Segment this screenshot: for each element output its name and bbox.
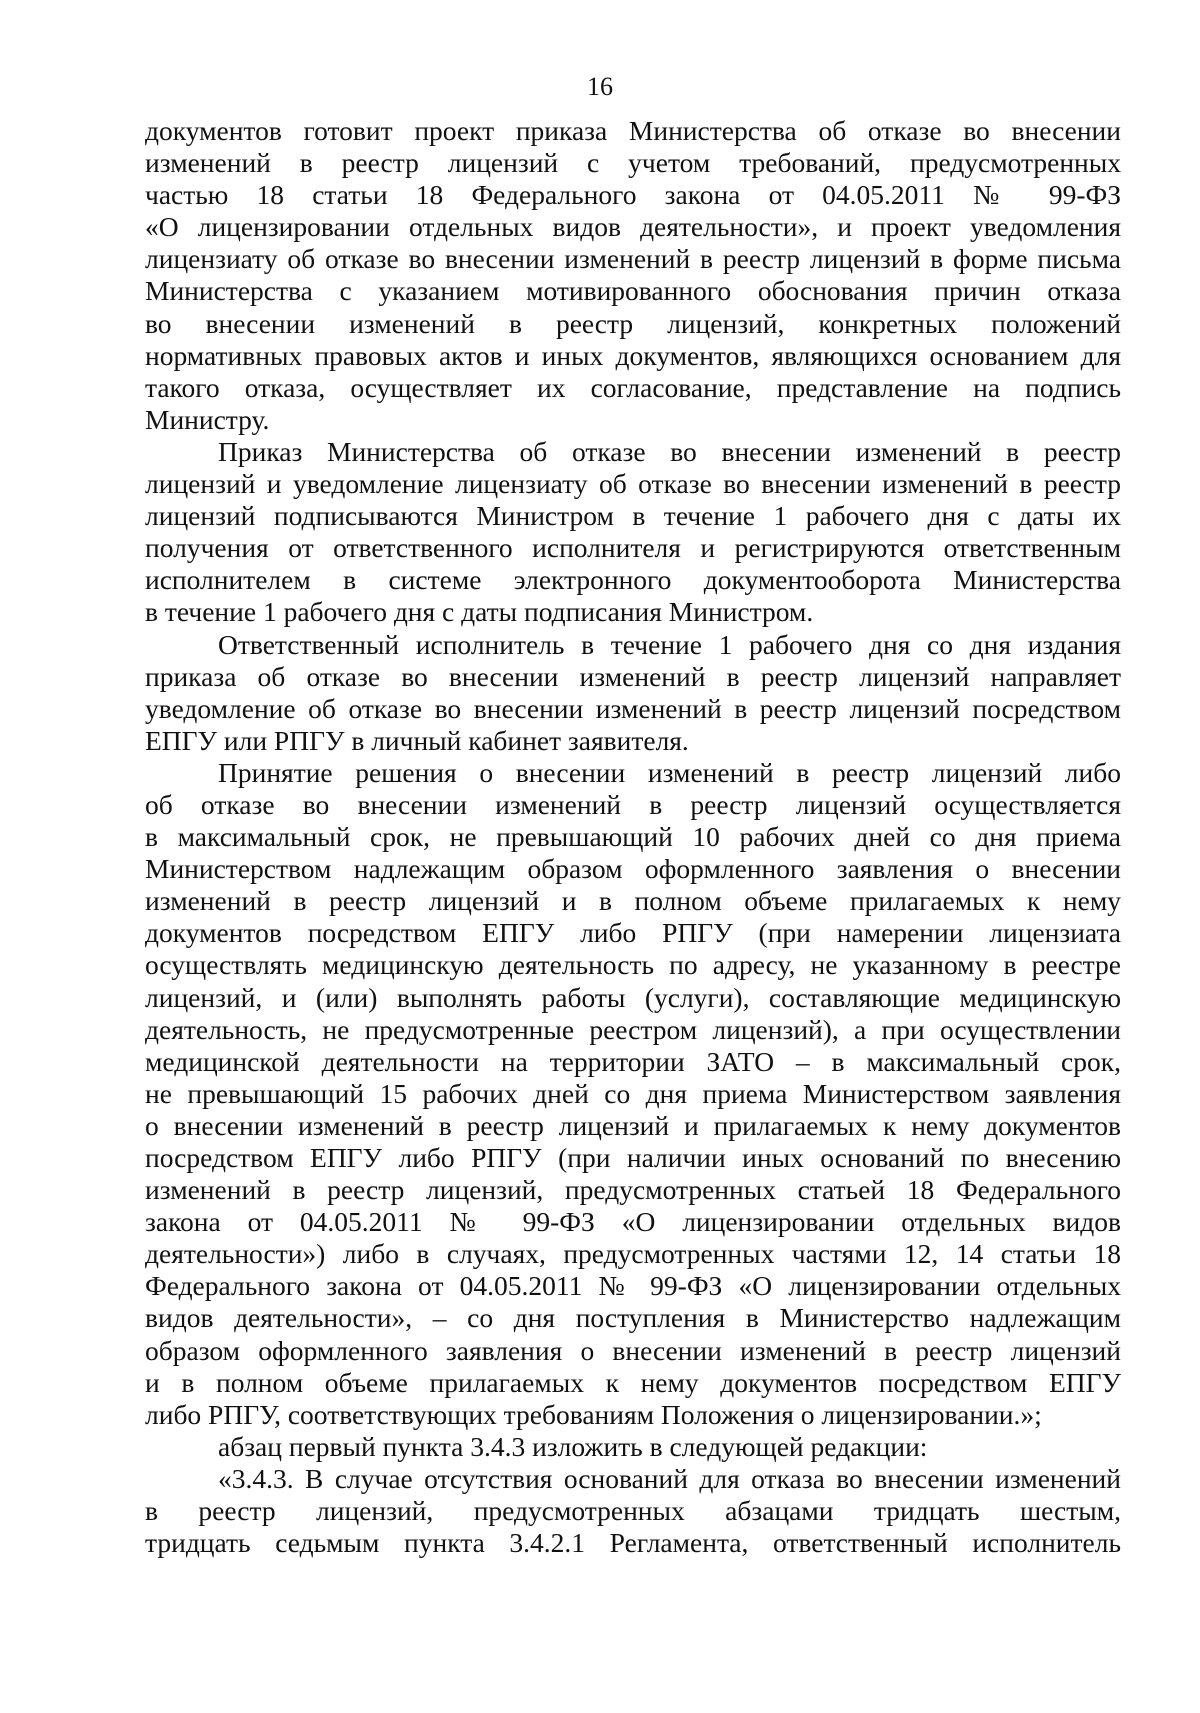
text-line: исполнителем в системе электронного документооборота Министерства xyxy=(145,564,1121,596)
text-line: закона от 04.05.2011 № 99-ФЗ «О лицензировании отдельных видов xyxy=(145,1206,1121,1238)
text-line: о внесении изменений в реестр лицензий и прилагаемых к нему документов xyxy=(145,1109,1121,1141)
text-line: в течение 1 рабочего дня с даты подписания Министром. xyxy=(145,596,814,628)
text-line: образом оформленного заявления о внесении изменений в реестр лицензий xyxy=(145,1334,1121,1366)
text-line: Ответственный исполнитель в течение 1 рабочего дня со дня издания xyxy=(218,628,1121,660)
page-number: 16 xyxy=(587,72,613,101)
text-line: посредством ЕПГУ либо РПГУ (при наличии иных оснований по внесению xyxy=(145,1142,1121,1173)
text-line: видов деятельности», – со дня поступления в Министерство надлежащим xyxy=(145,1302,1121,1334)
text-line: Приказ Министерства об отказе во внесении изменений в реестр xyxy=(218,435,1121,467)
text-line: приказа об отказе во внесении изменений в реестр лицензий направляет xyxy=(145,660,1121,692)
text-line: во внесении изменений в реестр лицензий, конкретных положений xyxy=(145,307,1121,339)
text-line: лицензий подписываются Министром в течение 1 рабочего дня с даты их xyxy=(145,500,1121,532)
text-line: осуществлять медицинскую деятельность по адресу, не указанному в реестре xyxy=(145,949,1121,981)
text-line: получения от ответственного исполнителя и регистрируются ответственным xyxy=(145,532,1121,564)
text-line: об отказе во внесении изменений в реестр лицензий осуществляется xyxy=(145,788,1121,820)
text-line: Министерства с указанием мотивированного обоснования причин отказа xyxy=(145,275,1121,307)
text-line: документов готовит проект приказа Министерства об отказе во внесении xyxy=(145,115,1121,146)
text-line: абзац первый пункта 3.4.3 изложить в следующей редакции: xyxy=(218,1430,928,1462)
text-line: такого отказа, осуществляет их согласование, представление на подпись xyxy=(145,371,1121,403)
body-text xyxy=(145,115,1121,1559)
text-line: в максимальный срок, не превышающий 10 рабочих дней со дня приема xyxy=(145,821,1121,853)
text-line: документов посредством ЕПГУ либо РПГУ (при намерении лицензиата xyxy=(145,917,1121,949)
text-line: Министру. xyxy=(145,403,270,435)
text-line: частью 18 статьи 18 Федерального закона от 04.05.2011 № 99-ФЗ xyxy=(145,179,1121,211)
text-line: изменений в реестр лицензий с учетом требований, предусмотренных xyxy=(145,147,1121,179)
text-line: лицензиату об отказе во внесении изменений в реестр лицензий в форме письма xyxy=(145,243,1121,275)
text-line: нормативных правовых актов и иных документов, являющихся основанием для xyxy=(145,339,1121,371)
text-line: тридцать седьмым пункта 3.4.2.1 Регламента, ответственный исполнитель xyxy=(145,1527,1121,1559)
text-line: Федерального закона от 04.05.2011 № 99-ФЗ «О лицензировании отдельных xyxy=(145,1270,1121,1302)
text-line: уведомление об отказе во внесении изменений в реестр лицензий посредством xyxy=(145,692,1121,724)
text-line: изменений в реестр лицензий и в полном объеме прилагаемых к нему xyxy=(145,885,1121,917)
text-line: и в полном объеме прилагаемых к нему документов посредством ЕПГУ xyxy=(145,1366,1121,1398)
text-line: Министерством надлежащим образом оформленного заявления о внесении xyxy=(145,853,1121,885)
text-line: деятельность, не предусмотренные реестром лицензий), а при осуществлении xyxy=(145,1013,1121,1045)
text-line: «О лицензировании отдельных видов деятельности», и проект уведомления xyxy=(145,211,1121,243)
text-line: Принятие решения о внесении изменений в реестр лицензий либо xyxy=(218,756,1121,788)
text-line: не превышающий 15 рабочих дней со дня приема Министерством заявления xyxy=(145,1077,1121,1109)
text-line: ЕПГУ или РПГУ в личный кабинет заявителя. xyxy=(145,724,689,756)
text-line: в реестр лицензий, предусмотренных абзацами тридцать шестым, xyxy=(145,1495,1121,1527)
text-line: медицинской деятельности на территории ЗАТО – в максимальный срок, xyxy=(145,1045,1121,1077)
text-line: деятельности») либо в случаях, предусмотренных частями 12, 14 статьи 18 xyxy=(145,1238,1121,1270)
text-line: лицензий и уведомление лицензиату об отказе во внесении изменений в реестр xyxy=(145,468,1121,500)
text-line: «3.4.3. В случае отсутствия оснований для отказа во внесении изменений xyxy=(218,1462,1121,1494)
text-line: изменений в реестр лицензий, предусмотренных статьей 18 Федерального xyxy=(145,1174,1121,1206)
text-line: лицензий, и (или) выполнять работы (услуги), составляющие медицинскую xyxy=(145,981,1121,1013)
text-line: либо РПГУ, соответствующих требованиям Положения о лицензировании.»; xyxy=(145,1398,1042,1430)
